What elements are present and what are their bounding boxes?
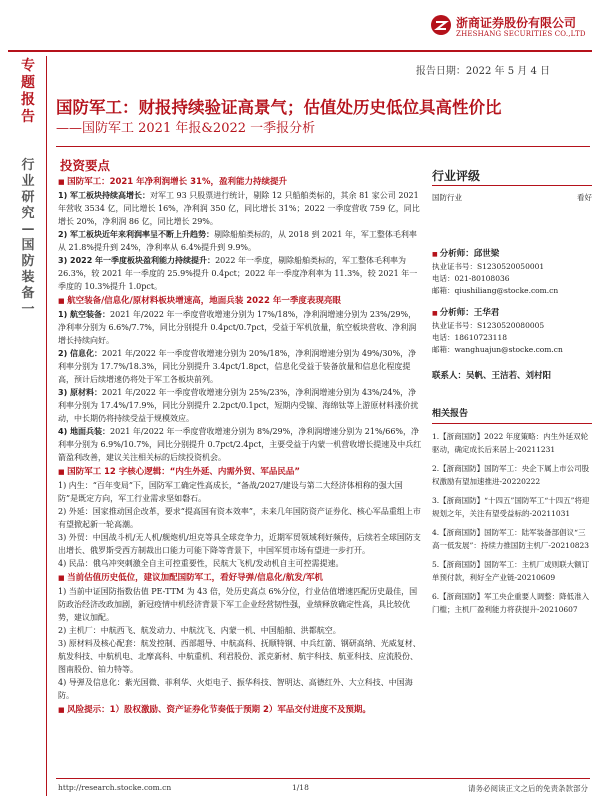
report-date [416,62,550,77]
paragraph-lead: 2) 军工板块近年来利润率呈不断上升趋势： [58,230,215,239]
content-paragraph [58,557,422,570]
paragraph-lead: 1) 航空装备： [58,310,111,319]
side-label-category-char: — [21,222,35,237]
content-paragraph [58,637,422,676]
analyst-2 [432,307,592,356]
footer-divider [56,778,590,779]
paragraph-text: 对军工 93 只股票进行统计，剔除 12 只船舶类标的，其余 81 家公司 2021 年营收 3534 亿，同比增长 16%，净利润 350 亿，同比增长 31%；2022 一季度营收 759 亿，同比增长 20%，净利润 86 亿，同比增长 29%。 [58,191,420,226]
content-paragraph [58,228,422,254]
content-paragraph [58,347,422,386]
report-subtitle: ——国防军工 2021 年报&2022 一季报分析 [56,121,316,136]
footer-disclaimer: 请务必阅读正文之后的免责条款部分 [468,784,588,793]
related-report-item[interactable]: 5.【浙商国防】国防军工：主机厂成则联大额订单预付款，利好全产业链-20210609 [432,560,590,582]
side-label-category-char: 国 [21,238,35,253]
report-date-label: 报告日期： [415,66,466,77]
content-paragraph [58,531,422,557]
section-bullet: ■ 当前估值历史低位，建议加配国防军工，看好导弹/信息化/航发/军机 [58,572,422,585]
analyst-1-name: ■ 分析师：邱世梁 [432,248,592,261]
side-label-report-type-char: 专 [21,58,35,74]
paragraph-text: 3) 外贸：中国战斗机/无人机/舰炮机/坦克等具全球竞争力，近期军贸领域利好频传，后续若全球国防支出增长、俄罗斯受西方制裁出口能力可能下降等背景下，中国军贸市场有望进一步打开。 [58,533,421,555]
related-report-item[interactable]: 1.【浙商国防】2022 年度策略：内生外延双轮驱动，确定成长后来居上-20211231 [432,432,589,454]
analyst-1-email[interactable]: 邮箱：qiushiliang@stocke.com.cn [432,286,559,295]
analyst-1 [432,248,592,297]
analyst-2-phone: 电话：18610723118 [432,333,507,342]
page-number: 1/18 [292,783,309,792]
paragraph-lead: 3) 2022 年一季度板块盈利能力持续提升： [58,256,216,265]
right-sidebar [432,170,592,616]
side-label-category-char: 究 [21,206,35,221]
title-divider [56,146,590,147]
content-paragraph [58,676,422,702]
paragraph-lead: 3) 原材料： [58,388,103,397]
side-label-category-char: 装 [21,270,35,285]
paragraph-text: 2) 主机厂：中航西飞、航发动力、中航沈飞、内蒙一机、中国船舶、洪都航空。 [58,626,341,635]
analyst-1-cert: 执业证书号：S1230520050001 [432,262,545,271]
content-paragraph [58,254,422,293]
analyst-2-cert: 执业证书号：S1230520080005 [432,321,545,330]
side-label-report-type [18,58,38,126]
paragraph-text: 2021 年/2022 年一季度营收增速分别为 25%/23%，净利润增速分别为 43%/24%，净利率分别为 17.4%/17.9%，同比分别提升 2.2pct/0.1pct，短期内受镍、海绵钛等上游原材料涨价扰动，中长期仍将持续受益于规模效应。 [58,388,419,423]
analyst-2-name: ■ 分析师：王华君 [432,307,592,320]
report-title: 国防军工：财报持续验证高景气；估值处历史低位具高性价比 [56,98,502,117]
related-report-item[interactable]: 2.【浙商国防】国防军工：央企下属上市公司股权激励有望加速推进-20220222 [432,464,590,486]
section-bullet: ■ 国防军工：2021 年净利润增长 31%，盈利能力持续提升 [58,176,422,189]
related-report-item[interactable]: 4.【浙商国防】国防军工：陆军装备部倡议“三高一低发展”：持续力推国防主机厂-20210823 [432,528,590,550]
company-name-cn: 浙商证券股份有限公司 [456,16,577,30]
related-reports-list [432,430,592,616]
company-logo [430,12,590,46]
paragraph-text: 2021 年/2022 年一季度营收增速分别为 17%/18%，净利润增速分别为 23%/29%，净利率分别为 6.6%/7.7%，同比分别提升 0.4pct/0.7pct，受益于军机放量，航空板块营收、净利润增长持续向好。 [58,310,417,345]
header-divider [8,50,592,52]
rating-industry: 国防行业 [432,193,462,202]
main-content [58,174,422,717]
side-label-report-type-char: 告 [21,109,35,125]
content-paragraph [58,479,422,505]
rating-row [432,192,592,204]
content-paragraph [58,308,422,347]
section-bullet: ■ 国防军工 12 字核心逻辑：“内生外延、内需外贸、军品民品” [58,466,422,479]
side-label-category-char: 研 [21,190,35,205]
paragraph-text: 2022 年一季度，剔除船舶类标的，军工整体毛利率为 26.3%，较 2021 年一季度的 25.9%提升 0.4pct；2022 年一季度净利率为 11.3%，较 2021 年一季度的 10.3%提升 1.0pct。 [58,256,418,291]
content-paragraph [58,585,422,624]
footer-url[interactable]: http://research.stocke.com.cn [58,783,172,792]
content-paragraph [58,425,422,464]
side-divider [46,56,47,796]
paragraph-text: 2021 年/2022 年一季度营收增速分别为 8%/29%，净利润增速分别为 21%/66%，净利率分别为 6.9%/10.7%，同比分别提升 0.7pct/2.4pct，主要受益于内蒙一机营收增长提速及中兵红箭盈利改善，建议关注相关标的后续投资机会。 [58,427,422,462]
content-paragraph [58,505,422,531]
paragraph-lead: 4) 地面兵装： [58,427,111,436]
paragraph-lead: 2) 信息化： [58,349,103,358]
company-logo-icon [430,14,452,36]
analyst-1-phone: 电话：021-80108036 [432,274,510,283]
paragraph-text: 2) 外延：国家推动国企改革，要求“提高国有资本效率”，未来几年国防资产证券化、核心军品重组上市有望掀起新一轮高潮。 [58,507,421,529]
section-bullet: ■ 风险提示：1）股权激励、资产证券化节奏低于预期 2）军品交付进度不及预期。 [58,704,422,717]
related-reports-heading: 相关报告 [432,408,592,424]
side-label-category [18,158,38,318]
side-label-category-char: 备 [21,286,35,301]
side-label-report-type-char: 题 [21,75,35,91]
paragraph-text: 2021 年/2022 年一季度营收增速分别为 20%/18%，净利润增速分别为 49%/30%，净利率分别为 17.7%/18.3%，同比分别提升 3.4pct/1.8pct，信息化受益于装备放量和信息化程度提高，预计后续增速仍将处于军工各板块前列。 [58,349,417,384]
paragraph-text: 4) 导弹及信息化：紫光国微、菲利华、火炬电子、振华科技、智明达、高德红外、大立科技、中国海防。 [58,678,413,700]
side-label-report-type-char: 报 [21,92,35,108]
related-report-item[interactable]: 3.【浙商国防】“十四五”国防军工“十四五”将迎规划之年，关注有望受益标的-20211031 [432,496,590,518]
report-date-value: 2022 年 5 月 4 日 [465,66,550,77]
investment-heading: 投资要点 [60,158,111,173]
analyst-2-email[interactable]: 邮箱：wanghuajun@stocke.com.cn [432,345,563,354]
rating-value: 看好 [577,193,592,202]
side-label-category-char: 行 [21,158,35,173]
content-paragraph [58,386,422,425]
company-name-en: ZHESHANG SECURITIES CO.,LTD [456,30,586,38]
content-paragraph [58,624,422,637]
side-label-category-char: 防 [21,254,35,269]
side-label-category-char: 一 [21,302,35,317]
paragraph-text: 1) 当前中证国防指数估值 PE-TTM 为 43 倍，处历史高点 6%分位，行业估值增速匹配历史最佳，国防政治经济改政加剧，新冠疫情中机经济背景下军工企业经营韧性强，业绩释放确定性高，具比较优势，建议加配。 [58,587,418,622]
related-report-item[interactable]: 6.【浙商国防】军工央企重要人调整：降低准入门槛；主机厂盈利能力将获提升-20210607 [432,592,590,614]
paragraph-text: 3) 原材料及核心配套：航发控制、西部超导、中航高科、抚顺特钢、中兵红箭、钢研高纳、光威复材、航发科技、中航机电、北摩高科、中航重机、利君股份、派克新材、航宇科技、航亚科技、应流股份、图南股份、铂力特等。 [58,639,421,674]
rating-heading: 行业评级 [432,170,592,186]
paragraph-text: 4) 民品：俄乌冲突刺激全自主可控重要性，民航大飞机/发动机自主可控需提速。 [58,559,344,568]
paragraph-text: 剔除船舶类标的，从 2018 到 2021 年，军工整体毛利率从 21.8%提升到 24%，净利率从 6.4%提升到 9.9%。 [58,230,417,252]
side-label-category-char: 业 [21,174,35,189]
contact-persons: 联系人：吴帆、王洁若、刘村阳 [432,371,552,381]
paragraph-text: 1) 内生：“百年变局”下，国防军工确定性高成长，“备战/2027/建设与第二大经济体相称的强大国防”是既定方向，军工行业需求坚如磐石。 [58,481,403,503]
paragraph-lead: 1) 军工板块持续高增长： [58,191,151,200]
content-paragraph [58,189,422,228]
section-bullet: ■ 航空装备/信息化/原材料板块增速高，地面兵装 2022 年一季度表现亮眼 [58,295,422,308]
